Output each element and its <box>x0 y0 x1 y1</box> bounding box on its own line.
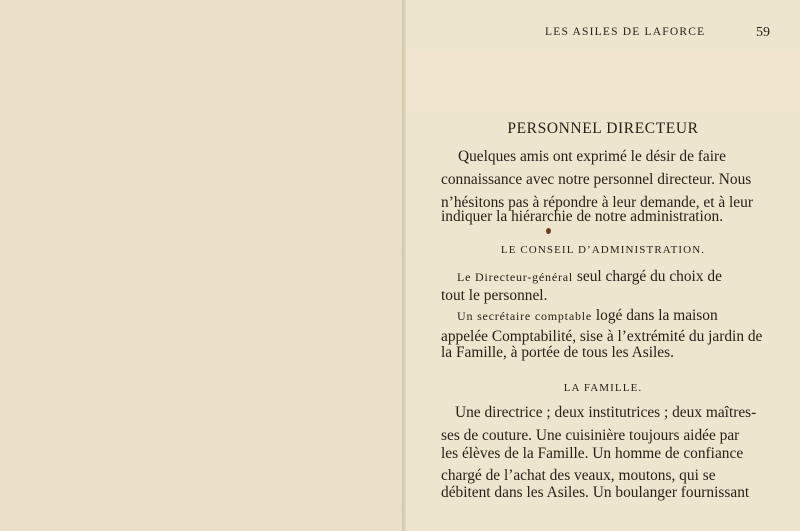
secretaire-label: Un secrétaire comptable <box>457 309 593 323</box>
intro-line: Quelques amis ont exprimé le désir de faire <box>458 148 726 165</box>
secretaire-text: logé dans la maison <box>592 307 718 324</box>
secretaire-line-2: appelée Comptabilité, sise à l’extrémité du jardin de <box>441 328 763 345</box>
section-heading-conseil: LE CONSEIL D’ADMINISTRATION. <box>500 244 706 256</box>
directeur-line <box>457 268 722 286</box>
famille-line: Une directrice ; deux institutrices ; deux maîtres- <box>455 404 757 421</box>
famille-line: chargé de l’achat des veaux, moutons, qui se <box>441 467 716 484</box>
famille-line: ses de couture. Une cuisinière toujours aidée par <box>441 427 740 444</box>
paper-patch <box>406 50 800 112</box>
secretaire-line <box>457 307 718 325</box>
running-head: LES ASILES DE LAFORCE <box>545 26 706 38</box>
intro-line: indiquer la hiérarchie de notre administration. <box>441 208 724 225</box>
famille-line: les élèves de la Famille. Un homme de confiance <box>441 445 744 462</box>
page-number: 59 <box>756 25 770 40</box>
famille-line: débitent dans les Asiles. Un boulanger fournissant <box>441 484 750 501</box>
section-heading-famille: LA FAMILLE. <box>563 382 643 394</box>
directeur-label: Le Directeur-général <box>457 270 574 284</box>
secretaire-line-3: la Famille, à portée de tous les Asiles. <box>441 344 674 361</box>
directeur-text: seul chargé du choix de <box>573 268 722 285</box>
intro-line: connaissance avec notre personnel directeur. Nous <box>441 171 752 188</box>
directeur-line-2: tout le personnel. <box>441 287 548 304</box>
intro-line: n’hésitons pas à répondre à leur demande, et à leur <box>441 194 753 211</box>
chapter-title: PERSONNEL DIRECTEUR <box>507 120 699 137</box>
ink-blot <box>546 228 551 234</box>
